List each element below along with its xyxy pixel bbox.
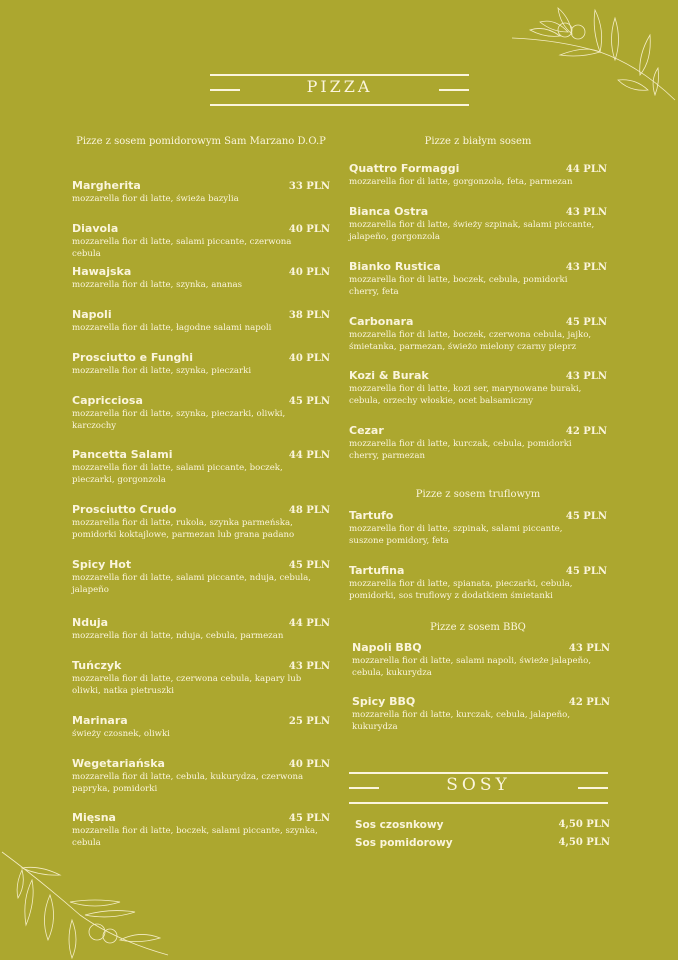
sauce-price: 4,50 PLN — [558, 837, 610, 848]
item-description: mozzarella fior di latte, gorgonzola, feta, parmezan — [349, 177, 573, 187]
item-name: Hawajska — [72, 265, 132, 278]
menu-item — [349, 424, 607, 462]
menu-item — [72, 714, 330, 741]
section-heading-white: Pizze z białym sosem — [424, 136, 532, 147]
item-description: mozzarella fior di latte, salami piccante, czerwona cebula — [72, 237, 292, 259]
sauces-title-banner — [349, 772, 608, 804]
divider — [578, 787, 608, 789]
item-name: Bianko Rustica — [349, 260, 441, 273]
sauce-item — [355, 819, 610, 831]
item-price: 45 PLN — [288, 813, 330, 824]
item-price: 44 PLN — [565, 164, 607, 175]
menu-item — [352, 695, 610, 733]
item-name: Mięsna — [72, 811, 116, 824]
menu-item — [72, 308, 330, 335]
page-title: PIZZA — [306, 77, 373, 96]
divider — [349, 772, 608, 774]
divider — [439, 89, 469, 91]
menu-item — [72, 222, 330, 260]
item-description: mozzarella fior di latte, szynka, pieczarki, oliwki, karczochy — [72, 409, 286, 431]
item-name: Kozi & Burak — [349, 369, 429, 382]
menu-item — [349, 509, 607, 547]
item-price: 33 PLN — [288, 181, 330, 192]
item-name: Carbonara — [349, 315, 414, 328]
item-name: Marinara — [72, 714, 128, 727]
menu-item — [349, 162, 607, 189]
item-price: 40 PLN — [288, 224, 330, 235]
item-price: 45 PLN — [565, 566, 607, 577]
item-name: Spicy Hot — [72, 558, 132, 571]
menu-item — [72, 659, 330, 697]
divider — [349, 802, 608, 804]
item-description: mozzarella fior di latte, salami piccante, nduja, cebula, jalapeño — [72, 573, 312, 595]
section-heading-bbq: Pizze z sosem BBQ — [430, 622, 526, 633]
menu-item — [72, 179, 330, 206]
item-name: Nduja — [72, 616, 109, 629]
item-price: 42 PLN — [568, 697, 610, 708]
menu-item — [349, 205, 607, 243]
item-name: Napoli BBQ — [352, 641, 422, 654]
item-price: 45 PLN — [288, 396, 330, 407]
item-name: Cezar — [349, 424, 384, 437]
item-price: 43 PLN — [565, 371, 607, 382]
item-name: Wegetariańska — [72, 757, 165, 770]
item-name: Diavola — [72, 222, 119, 235]
item-description: mozzarella fior di latte, szpinak, salami piccante, suszone pomidory, feta — [349, 524, 563, 546]
menu-item — [72, 558, 330, 596]
item-name: Pancetta Salami — [72, 448, 173, 461]
item-name: Capricciosa — [72, 394, 143, 407]
item-price: 40 PLN — [288, 759, 330, 770]
item-price: 43 PLN — [565, 207, 607, 218]
olive-branch-icon — [0, 840, 170, 960]
menu-item — [72, 503, 330, 541]
item-price: 38 PLN — [288, 310, 330, 321]
item-price: 43 PLN — [568, 643, 610, 654]
item-price: 25 PLN — [288, 716, 330, 727]
item-description: mozzarella fior di latte, salami napoli, świeże jalapeño, cebula, kukurydza — [352, 656, 592, 678]
item-name: Tartufo — [349, 509, 394, 522]
item-description: świeży czosnek, oliwki — [72, 729, 170, 739]
item-description: mozzarella fior di latte, kozi ser, marynowane buraki, cebula, orzechy włoskie, ocet balsamiczny — [349, 384, 582, 406]
item-price: 40 PLN — [288, 267, 330, 278]
menu-item — [72, 394, 330, 432]
item-name: Margherita — [72, 179, 141, 192]
item-name: Tartufina — [349, 564, 405, 577]
sauce-item — [355, 837, 610, 849]
item-description: mozzarella fior di latte, świeży szpinak, salami piccante, jalapeño, gorgonzola — [349, 220, 595, 242]
menu-item — [72, 351, 330, 378]
item-price: 44 PLN — [288, 450, 330, 461]
item-name: Prosciutto Crudo — [72, 503, 177, 516]
menu-item — [349, 369, 607, 407]
item-price: 43 PLN — [565, 262, 607, 273]
item-name: Tuńczyk — [72, 659, 122, 672]
menu-item — [72, 616, 330, 643]
item-description: mozzarella fior di latte, cebula, kukurydza, czerwona papryka, pomidorki — [72, 772, 304, 794]
menu-item — [349, 260, 607, 298]
menu-item — [72, 448, 330, 486]
divider — [210, 74, 469, 76]
item-description: mozzarella fior di latte, szynka, ananas — [72, 280, 243, 290]
menu-item — [349, 564, 607, 602]
sauces-title: SOSY — [446, 775, 511, 795]
item-price: 43 PLN — [288, 661, 330, 672]
sauce-price: 4,50 PLN — [558, 819, 610, 830]
item-description: mozzarella fior di latte, łagodne salami napoli — [72, 323, 272, 333]
item-price: 40 PLN — [288, 353, 330, 364]
item-description: mozzarella fior di latte, rukola, szynka parmeńska, pomidorki koktajlowe, parmezan lub grana padano — [72, 518, 295, 540]
item-description: mozzarella fior di latte, kurczak, cebula, pomidorki cherry, parmezan — [349, 439, 572, 461]
item-description: mozzarella fior di latte, boczek, cebula, pomidorki cherry, feta — [349, 275, 568, 297]
menu-item — [352, 641, 610, 679]
divider — [210, 104, 469, 106]
item-description: mozzarella fior di latte, nduja, cebula, parmezan — [72, 631, 284, 641]
item-name: Bianca Ostra — [349, 205, 429, 218]
menu-item — [72, 265, 330, 292]
menu-item — [72, 811, 330, 849]
item-description: mozzarella fior di latte, boczek, czerwona cebula, jajko, śmietanka, parmezan, świeżo mielony czarny pieprz — [349, 330, 592, 352]
pizza-title-banner — [210, 74, 469, 106]
item-price: 45 PLN — [565, 317, 607, 328]
item-price: 45 PLN — [565, 511, 607, 522]
menu-item — [72, 757, 330, 795]
item-name: Spicy BBQ — [352, 695, 416, 708]
item-description: mozzarella fior di latte, spianata, pieczarki, cebula, pomidorki, sos truflowy z dodatkiem śmietanki — [349, 579, 573, 601]
olive-branch-icon — [500, 0, 678, 110]
item-description: mozzarella fior di latte, boczek, salami piccante, szynka, cebula — [72, 826, 318, 848]
item-description: mozzarella fior di latte, czerwona cebula, kapary lub oliwki, natka pietruszki — [72, 674, 302, 696]
sauce-name: Sos czosnkowy — [355, 819, 444, 831]
section-heading-truffle: Pizze z sosem truflowym — [415, 489, 541, 500]
item-price: 48 PLN — [288, 505, 330, 516]
item-name: Prosciutto e Funghi — [72, 351, 194, 364]
item-description: mozzarella fior di latte, kurczak, cebula, jalapeño, kukurydza — [352, 710, 571, 732]
item-description: mozzarella fior di latte, szynka, pieczarki — [72, 366, 252, 376]
item-description: mozzarella fior di latte, salami piccante, boczek, pieczarki, gorgonzola — [72, 463, 283, 485]
item-name: Quattro Formaggi — [349, 162, 460, 175]
item-description: mozzarella fior di latte, świeża bazylia — [72, 194, 239, 204]
item-price: 42 PLN — [565, 426, 607, 437]
section-heading-tomato: Pizze z sosem pomidorowym Sam Marzano D.O.P — [76, 136, 326, 147]
item-price: 45 PLN — [288, 560, 330, 571]
item-name: Napoli — [72, 308, 112, 321]
menu-item — [349, 315, 607, 353]
sauce-name: Sos pomidorowy — [355, 837, 453, 849]
item-price: 44 PLN — [288, 618, 330, 629]
